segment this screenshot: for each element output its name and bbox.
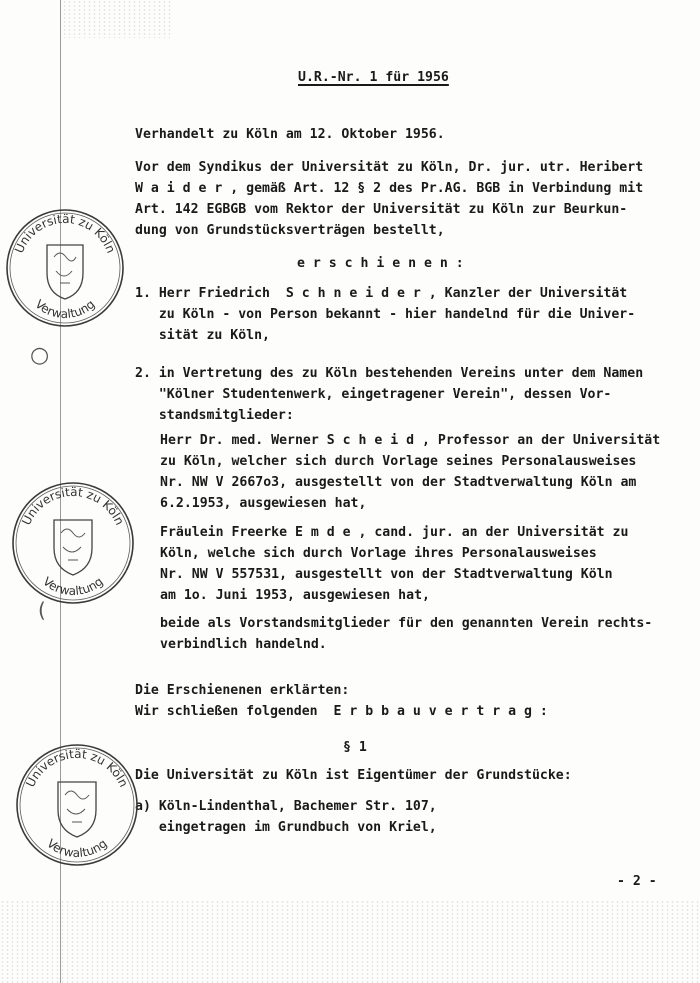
member1-line-3: Nr. NW V 2667o3, ausgestellt von der Stadtverwaltung Köln am (160, 475, 637, 490)
declaration-line-2: Wir schließen folgenden E r b b a u v e r t r a g : (135, 704, 548, 719)
member1-line-4: 6.2.1953, ausgewiesen hat, (160, 496, 367, 511)
page-marker: - 2 - (617, 874, 657, 889)
stamp-bottom-text: Verwaltung (32, 297, 98, 322)
declaration-line-1: Die Erschienenen erklärten: (135, 683, 350, 698)
appeared-heading: e r s c h i e n e n : (297, 256, 464, 271)
stamp-bottom-text: Verwaltung (40, 574, 106, 599)
intro-line-4: dung von Grundstücksverträgen bestellt, (135, 223, 445, 238)
party1-line-2: zu Köln - von Person bekannt - hier handelnd für die Univer- (135, 307, 636, 322)
svg-text:Universität zu Köln (19, 485, 127, 527)
university-stamp (2, 205, 128, 331)
section1-item-a-line-2: eingetragen im Grundbuch von Kriel, (135, 820, 437, 835)
stamp-top-text: Universität zu Köln (19, 484, 127, 528)
both-line-2: verbindlich handelnd. (160, 637, 327, 652)
place-date: Verhandelt zu Köln am 12. Oktober 1956. (135, 127, 445, 142)
member2-line-4: am 1o. Juni 1953, ausgewiesen hat, (160, 588, 430, 603)
intro-line-2: W a i d e r , gemäß Art. 12 § 2 des Pr.AG. BGB in Verbindung mit (135, 181, 644, 196)
party2-line-1: 2. in Vertretung des zu Köln bestehenden Vereins unter dem Namen (135, 366, 644, 381)
stamp-bottom-text: Verwaltung (44, 836, 110, 861)
member2-line-1: Fräulein Freerke E m d e , cand. jur. an der Universität zu (160, 525, 629, 540)
university-stamp (8, 478, 138, 608)
section1-heading: § 1 (343, 740, 367, 755)
svg-text:Verwaltung (44, 836, 109, 860)
member1-line-1: Herr Dr. med. Werner S c h e i d , Professor an der Universität (160, 433, 661, 448)
intro-line-1: Vor dem Syndikus der Universität zu Köln, Dr. jur. utr. Heribert (135, 160, 644, 175)
party1-line-1: 1. Herr Friedrich S c h n e i d e r , Kanzler der Universität (135, 286, 628, 301)
party1-line-3: sität zu Köln, (135, 328, 270, 343)
page-title: U.R.-Nr. 1 für 1956 (298, 70, 449, 85)
svg-text:Universität zu Köln (12, 212, 118, 255)
stray-mark: ○ (30, 343, 50, 368)
party2-line-2: "Kölner Studentenwerk, eingetragener Verein", dessen Vor- (135, 387, 612, 402)
both-line-1: beide als Vorstandsmitglieder für den genannten Verein rechts- (160, 616, 653, 631)
member2-line-3: Nr. NW V 557531, ausgestellt von der Stadtverwaltung Köln (160, 567, 613, 582)
section1-text: Die Universität zu Köln ist Eigentümer der Grundstücke: (135, 768, 572, 783)
stamp-top-text: Universität zu Köln (11, 211, 119, 256)
svg-text:Verwaltung (40, 574, 105, 598)
party2-line-3: standsmitglieder: (135, 408, 294, 423)
section1-item-a-line-1: a) Köln-Lindenthal, Bachemer Str. 107, (135, 799, 437, 814)
svg-text:Verwaltung (32, 297, 97, 321)
scan-speckle-top (62, 0, 172, 38)
scan-speckle-bottom (0, 900, 700, 983)
stamp-top-text: Universität zu Köln (23, 746, 131, 790)
member2-line-2: Köln, welche sich durch Vorlage ihres Personalausweises (160, 546, 597, 561)
stray-mark: ( (38, 598, 46, 622)
intro-line-3: Art. 142 EGBGB vom Rektor der Universität zu Köln zur Beurkun- (135, 202, 628, 217)
university-stamp (12, 740, 142, 870)
svg-text:Universität zu Köln (23, 747, 131, 789)
member1-line-2: zu Köln, welcher sich durch Vorlage seines Personalausweises (160, 454, 637, 469)
